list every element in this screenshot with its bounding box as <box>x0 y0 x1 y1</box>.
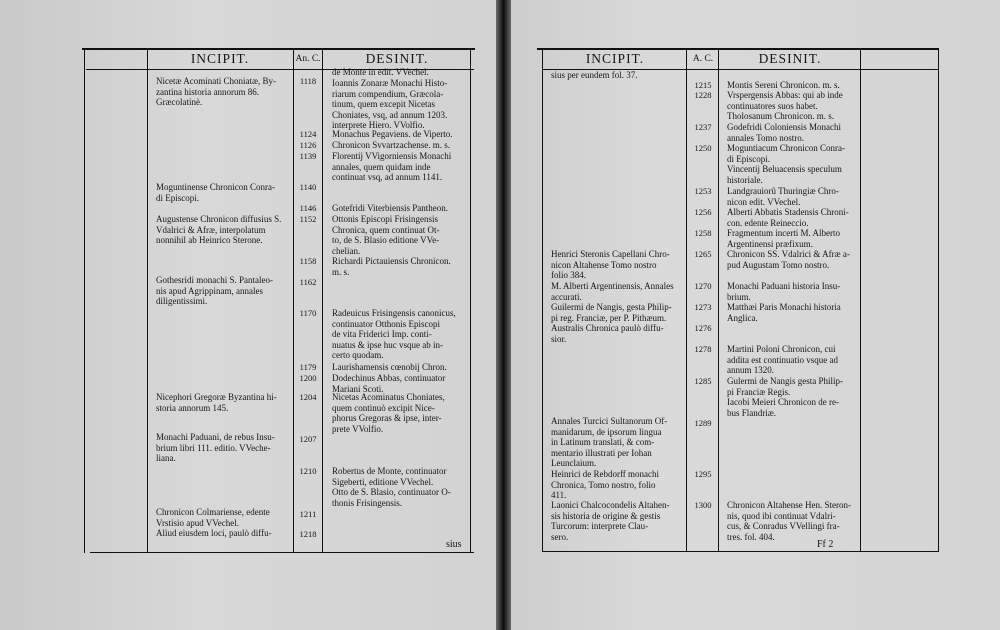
year-cell: 1215 <box>694 80 712 90</box>
year-cell: 1179 <box>299 362 317 372</box>
outer-border-left <box>542 48 543 552</box>
incipit-column-border <box>686 48 687 552</box>
incipit-entry: sius per eundem fol. 37. <box>551 70 638 80</box>
year-cell: 1124 <box>299 129 317 139</box>
incipit-entry: Augustense Chronicon diffusius S. Vdalrici & Afræ, interpolatum nonnihil ab Heinrico Sterone. <box>156 214 282 246</box>
incipit-entry: Aliud eiusdem loci, paulò diffu- <box>156 528 272 538</box>
anno-header: An. C. <box>295 54 321 64</box>
desinit-entry: Chronicon SS. Vdalrici & Afræ a- pud Augustam Tomo nostro. <box>727 249 850 270</box>
desinit-entry: Nicetas Acominatus Choniates, quem continuò excipit Nice- phorus Gregoras & ipse, inter- prete VVolfio. <box>332 392 445 434</box>
anno-header: A. C. <box>692 54 714 64</box>
year-cell: 1285 <box>694 376 712 386</box>
incipit-entry: Annales Turcici Sultanorum Of- manidarum, de ipsorum lingua in Latinum translati, & com- mentario illustrati per Iohan Leunclaium. <box>551 416 668 469</box>
year-cell: 1210 <box>299 466 317 476</box>
incipit-entry: Australis Chronica paulò diffu- sior. <box>551 323 664 344</box>
desinit-entry: Godefridi Coloniensis Monachi annales Tomo nostro. <box>727 122 841 143</box>
year-cell: 1162 <box>299 277 317 287</box>
year-cell: 1146 <box>299 203 317 213</box>
year-cell: 1278 <box>694 344 712 354</box>
incipit-header: INCIPIT. <box>585 51 645 66</box>
desinit-entry: Gulermi de Nangis gesta Philip- pi Franciæ Regis. <box>727 376 843 397</box>
desinit-entry: Gotefridi Viterbiensis Pantheon. <box>332 203 449 213</box>
year-cell: 1273 <box>694 302 712 312</box>
right-page <box>511 0 1000 630</box>
desinit-entry: Ottonis Episcopi Frisingensis Chronica, quem continuat Ot- to, de S. Blasio editione VVe- chelian. <box>332 214 440 256</box>
incipit-column-border <box>147 48 148 553</box>
outer-border-right <box>938 48 939 552</box>
desinit-entry: Otto de S. Blasio, continuator O- thonis Frisingensis. <box>332 487 451 508</box>
desinit-entry: Laurishamensis cœnobij Chron. <box>332 362 447 372</box>
year-cell: 1295 <box>694 469 712 479</box>
desinit-header: DESINIT. <box>365 51 429 66</box>
table-bottom-rule <box>542 551 938 552</box>
year-cell: 1140 <box>299 182 317 192</box>
desinit-entry: Matthæi Paris Monachi historia Anglica. <box>727 302 841 323</box>
incipit-entry: M. Alberti Argentinensis, Annales accurati. <box>551 281 674 302</box>
incipit-entry: Chronicon Colmariense, edente Vrstisio apud VVechel. <box>156 507 270 528</box>
year-cell: 1200 <box>299 373 317 383</box>
book-gutter <box>496 0 511 630</box>
signature-mark: Ff 2 <box>817 539 834 550</box>
outer-border-right <box>470 48 471 553</box>
desinit-entry: Montis Sereni Chronicon. m. s. <box>727 80 840 90</box>
year-cell: 1126 <box>299 140 317 150</box>
desinit-entry: Alberti Abbatis Stadensis Chroni- con. edente Reineccio. <box>727 207 849 228</box>
desinit-entry: Chronicon Altahense Hen. Steron- nis, quod ibi continuat Vdalri- cus, & Conradus VVellingi fra- tres. fol. 404. <box>727 500 851 542</box>
year-cell: 1139 <box>299 151 317 161</box>
year-cell: 1300 <box>694 500 712 510</box>
year-cell: 1237 <box>694 122 712 132</box>
year-column-border-left <box>293 48 294 553</box>
desinit-entry: Ioannis Zonaræ Monachi Histo- riarum compendium, Græcola- tinum, quem excepit Nicetas Choniates, vsq, ad annum 1203. interprete Hiero. VVolfio. <box>332 78 448 131</box>
year-cell: 1170 <box>299 308 317 318</box>
incipit-entry: Gothesridi monachi S. Pantaleo- nis apud Agrippinam, annales diligentissimi. <box>156 275 273 307</box>
year-column-border-right <box>322 48 323 553</box>
incipit-entry: Heinrici de Rebdorff monachi Chronica, Tomo nostro, folio 411. <box>551 469 660 501</box>
year-cell: 1270 <box>694 281 712 291</box>
incipit-entry: Nicephori Gregoræ Byzantina hi- storia annorum 145. <box>156 392 277 413</box>
year-cell: 1152 <box>299 214 317 224</box>
table-top-rule <box>82 48 475 50</box>
incipit-entry: Henrici Steronis Capellani Chro- nicon Altahense Tomo nostro folio 384. <box>551 249 670 281</box>
desinit-entry: Martini Poloni Chronicon, cui addita est continuatio vsque ad annum 1320. <box>727 344 838 376</box>
incipit-entry: Moguntinense Chronicon Conra- di Episcopi. <box>156 182 275 203</box>
year-cell: 1289 <box>694 418 712 428</box>
incipit-entry: Nicetæ Acominati Choniatæ, By- zantina historia annorum 86. Græcolatinè. <box>156 76 276 108</box>
desinit-entry: Iacobi Meieri Chronicon de re- bus Flandriæ. <box>727 397 839 418</box>
year-cell: 1211 <box>299 509 317 519</box>
year-cell: 1218 <box>299 529 317 539</box>
desinit-entry: Fragmentum incerti M. Alberto Argentinensi præfixum. <box>727 228 840 249</box>
desinit-entry: Richardi Pictauiensis Chronicon. m. s. <box>332 256 451 277</box>
desinit-entry: Landgrauiorũ Thuringiæ Chro- nicon edit. VVechel. <box>727 186 839 207</box>
desinit-entry: Tholosanum Chronicon. m. s. <box>727 111 834 121</box>
outer-border-left <box>84 48 85 553</box>
desinit-entry: Vincentij Beluacensis speculum historiale. <box>727 164 842 185</box>
year-cell: 1258 <box>694 228 712 238</box>
catchword: sius <box>446 539 462 550</box>
table-top-rule <box>537 48 939 50</box>
year-cell: 1158 <box>299 256 317 266</box>
desinit-entry: Moguntiacum Chronicon Conra- di Episcopi. <box>727 143 845 164</box>
year-cell: 1256 <box>694 207 712 217</box>
desinit-entry: Monachi Paduani historia Insu- brium. <box>727 281 841 302</box>
incipit-entry: Monachi Paduani, de rebus Insu- brium libri 111. editio. VVeche- liana. <box>156 432 275 464</box>
year-column-border <box>718 48 719 552</box>
year-cell: 1253 <box>694 186 712 196</box>
desinit-entry: Monachus Pegaviens. de Viperto. <box>332 129 453 139</box>
desinit-entry: Chronicon Svvartzachense. m. s. <box>332 140 450 150</box>
year-cell: 1204 <box>299 392 317 402</box>
desinit-entry: Radeuicus Frisingensis canonicus, continuator Otthonis Episcopi de vita Friderici Imp. conti- nuatus & ipse huc vsque ab in- certo quodam. <box>332 308 456 361</box>
year-cell: 1250 <box>694 143 712 153</box>
incipit-entry: Guilermi de Nangis, gesta Philip- pi reg. Franciæ, per P. Pithæum. <box>551 302 672 323</box>
year-cell: 1228 <box>694 90 712 100</box>
year-cell: 1276 <box>694 323 712 333</box>
incipit-header: INCIPIT. <box>190 51 250 66</box>
desinit-entry: Vrspergensis Abbas: qui ab inde continuatores suos habet. <box>727 90 843 111</box>
desinit-entry: Dodechinus Abbas, continuator Mariani Scoti. <box>332 373 446 394</box>
incipit-entry: Laonici Chalcocondelis Altahen- sis historia de origine & gestis Turcorum: interprete Clau- sero. <box>551 500 670 542</box>
desinit-entry: Florentij VVigorniensis Monachi annales, quem quidam inde continuat vsq, ad annum 1141. <box>332 151 452 183</box>
desinit-column-border <box>860 48 861 552</box>
desinit-entry: Robertus de Monte, continuator Sigeberti, editione VVechel. <box>332 466 447 487</box>
year-cell: 1265 <box>694 249 712 259</box>
desinit-entry: de Monte in edit. VVechel. <box>332 67 429 77</box>
year-cell: 1207 <box>299 434 317 444</box>
desinit-header: DESINIT. <box>758 51 822 66</box>
left-page <box>0 0 496 630</box>
year-cell: 1118 <box>299 76 317 86</box>
